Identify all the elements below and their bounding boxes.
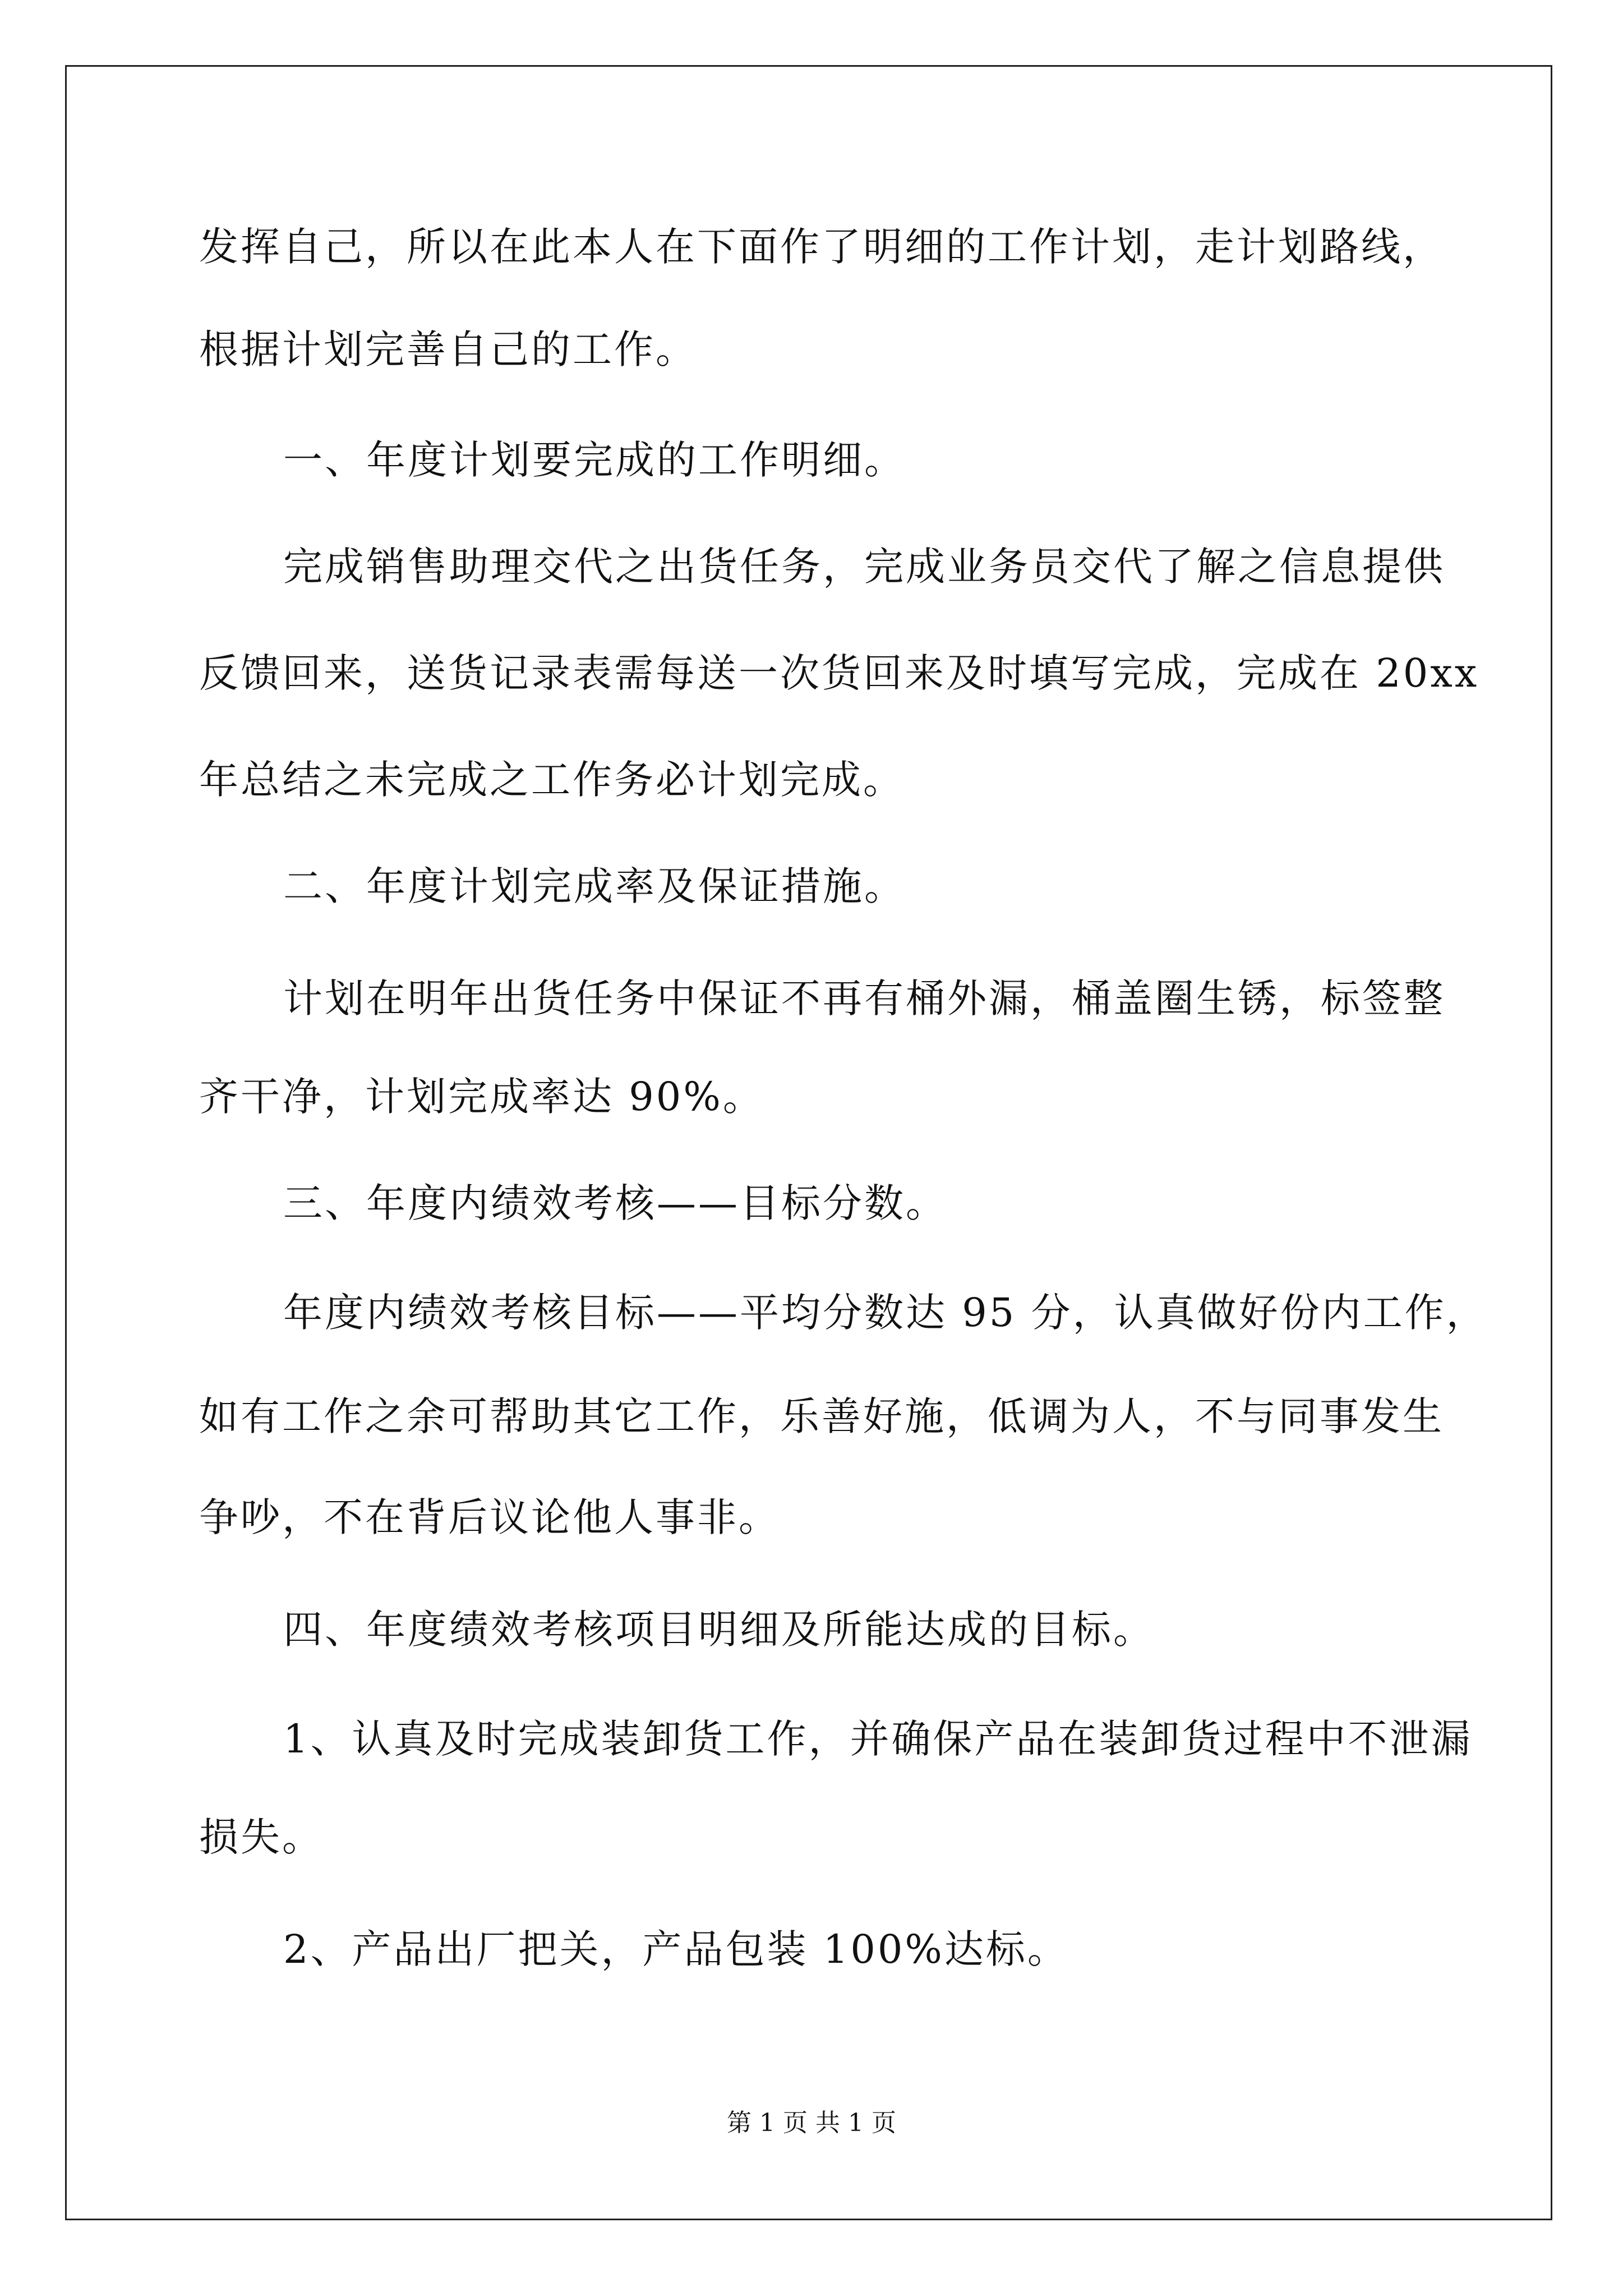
text-line: 反馈回来，送货记录表需每送一次货回来及时填写完成，完成在 20xx (199, 650, 1479, 696)
text-line: 齐干净，计划完成率达 90%。 (199, 1074, 764, 1120)
section-heading: 一、年度计划要完成的工作明细。 (283, 437, 906, 483)
text-line: 损失。 (199, 1814, 324, 1860)
list-item: 1、认真及时完成装卸货工作，并确保产品在装卸货过程中不泄漏 (283, 1716, 1473, 1762)
list-item: 2、产品出厂把关，产品包装 100%达标。 (283, 1926, 1069, 1972)
text-line: 如有工作之余可帮助其它工作，乐善好施，低调为人，不与同事发生 (199, 1393, 1444, 1439)
text-line: 发挥自己，所以在此本人在下面作了明细的工作计划，走计划路线， (199, 224, 1444, 270)
text-line: 根据计划完善自己的工作。 (199, 326, 697, 372)
text-line: 计划在明年出货任务中保证不再有桶外漏，桶盖圈生锈，标签整 (283, 976, 1445, 1022)
text-line: 年总结之未完成之工作务必计划完成。 (199, 757, 905, 803)
section-heading: 四、年度绩效考核项目明细及所能达成的目标。 (283, 1607, 1155, 1653)
section-heading: 二、年度计划完成率及保证措施。 (283, 863, 906, 909)
text-line: 争吵，不在背后议论他人事非。 (199, 1494, 780, 1540)
page-border (65, 65, 1552, 2220)
text-line: 年度内绩效考核目标——平均分数达 95 分，认真做好份内工作， (283, 1290, 1488, 1336)
page-footer: 第 1 页 共 1 页 (727, 2109, 896, 2137)
text-line: 完成销售助理交代之出货任务，完成业务员交代了解之信息提供 (283, 544, 1445, 590)
section-heading: 三、年度内绩效考核——目标分数。 (283, 1180, 947, 1226)
